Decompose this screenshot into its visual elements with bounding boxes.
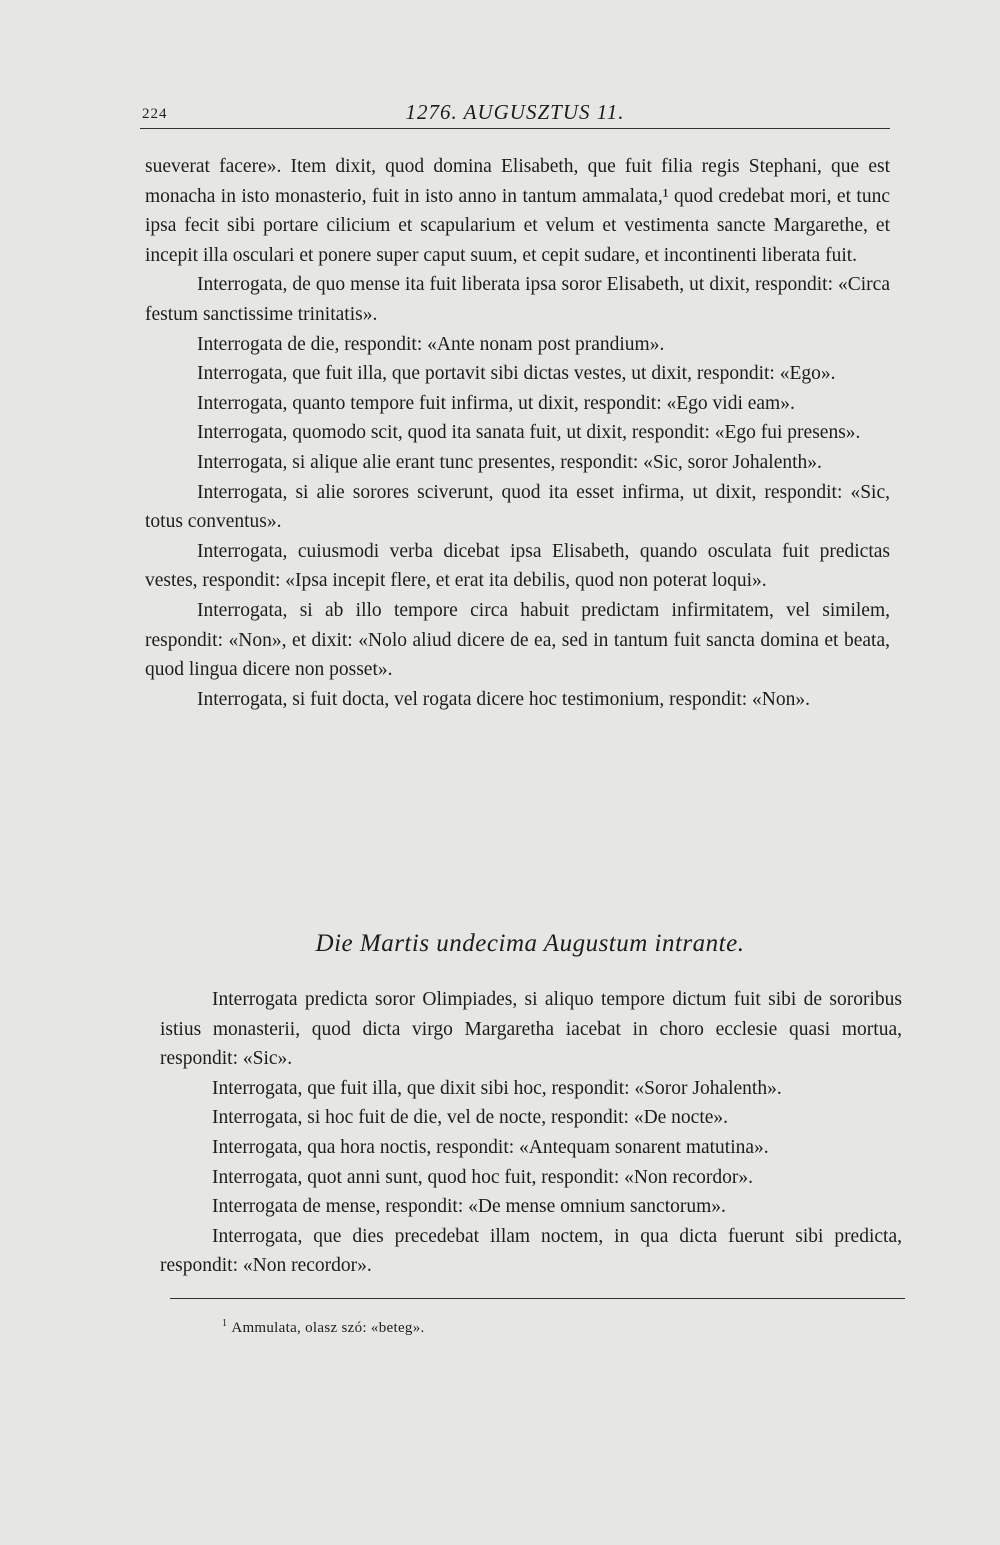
paragraph: sueverat facere». Item dixit, quod domina Elisabeth, que fuit filia regis Stephani, que est monacha in isto monasterio, fuit in isto anno in tantum ammalata,¹ quod credebat mori, et tunc ipsa fecit sibi portare cilicium et scapularium et velum et vestimenta sancte Margarethe, et incepit illa osculari et ponere super caput suum, et cepit sudare, et incontinenti liberata fuit. — [145, 156, 890, 266]
section-2-text — [160, 985, 902, 1281]
paragraph: Interrogata, que fuit illa, que portavit sibi dictas vestes, ut dixit, respondit: «Ego». — [197, 363, 836, 385]
page-header — [140, 98, 890, 130]
paragraph: Interrogata de die, respondit: «Ante nonam post prandium». — [197, 333, 665, 355]
paragraph: Interrogata, si ab illo tempore circa habuit predictam infirmitatem, vel similem, respondit: «Non», et dixit: «Nolo aliud dicere de ea, sed in tantum fuit sancta domina et beata, quod lingua dicere non posset». — [145, 599, 890, 681]
paragraph: Interrogata, si alie sorores sciverunt, quod ita esset infirma, ut dixit, respondit: «Sic, totus conventus». — [145, 481, 890, 533]
paragraph: Interrogata, cuiusmodi verba dicebat ipsa Elisabeth, quando osculata fuit predictas vestes, respondit: «Ipsa incepit flere, et erat ita debilis, quod non poterat loqui». — [145, 540, 890, 592]
paragraph: Interrogata, quot anni sunt, quod hoc fuit, respondit: «Non recordor». — [212, 1166, 754, 1188]
paragraph: Interrogata, qua hora noctis, respondit: «Antequam sonarent matutina». — [212, 1136, 769, 1158]
section-1-text — [145, 152, 890, 714]
paragraph: Interrogata, si alique alie erant tunc presentes, respondit: «Sic, soror Johalenth». — [197, 451, 822, 473]
page-number: 224 — [142, 106, 168, 122]
footnote — [222, 1318, 425, 1337]
paragraph: Interrogata, que dies precedebat illam noctem, in qua dicta fuerunt sibi predicta, respondit: «Non recordor». — [160, 1225, 902, 1277]
paragraph: Interrogata, que fuit illa, que dixit sibi hoc, respondit: «Soror Johalenth». — [212, 1077, 782, 1099]
paragraph: Interrogata de mense, respondit: «De mense omnium sanctorum». — [212, 1196, 726, 1218]
footnote-marker: 1 — [222, 1318, 228, 1329]
paragraph: Interrogata, quanto tempore fuit infirma, ut dixit, respondit: «Ego vidi eam». — [197, 392, 795, 414]
footnote-rule — [170, 1298, 905, 1299]
footnote-text: Ammulata, olasz szó: «beteg». — [231, 1320, 425, 1336]
section-heading: Die Martis undecima Augustum intrante. — [315, 930, 745, 957]
paragraph: Interrogata, de quo mense ita fuit liberata ipsa soror Elisabeth, ut dixit, respondit: «Circa festum sanctissime trinitatis». — [145, 274, 890, 325]
running-head: 1276. AUGUSZTUS 11. — [405, 100, 625, 124]
paragraph: Interrogata, quomodo scit, quod ita sanata fuit, ut dixit, respondit: «Ego fui presens». — [197, 422, 861, 444]
paragraph: Interrogata, si fuit docta, vel rogata dicere hoc testimonium, respondit: «Non». — [197, 688, 810, 710]
paragraph: Interrogata, si hoc fuit de die, vel de nocte, respondit: «De nocte». — [212, 1107, 729, 1129]
paragraph: Interrogata predicta soror Olimpiades, si aliquo tempore dictum fuit sibi de sororibus istius monasterii, quod dicta virgo Margaretha iacebat in choro ecclesie quasi mortua, respondit: «Sic». — [160, 989, 902, 1070]
header-rule — [140, 128, 890, 129]
